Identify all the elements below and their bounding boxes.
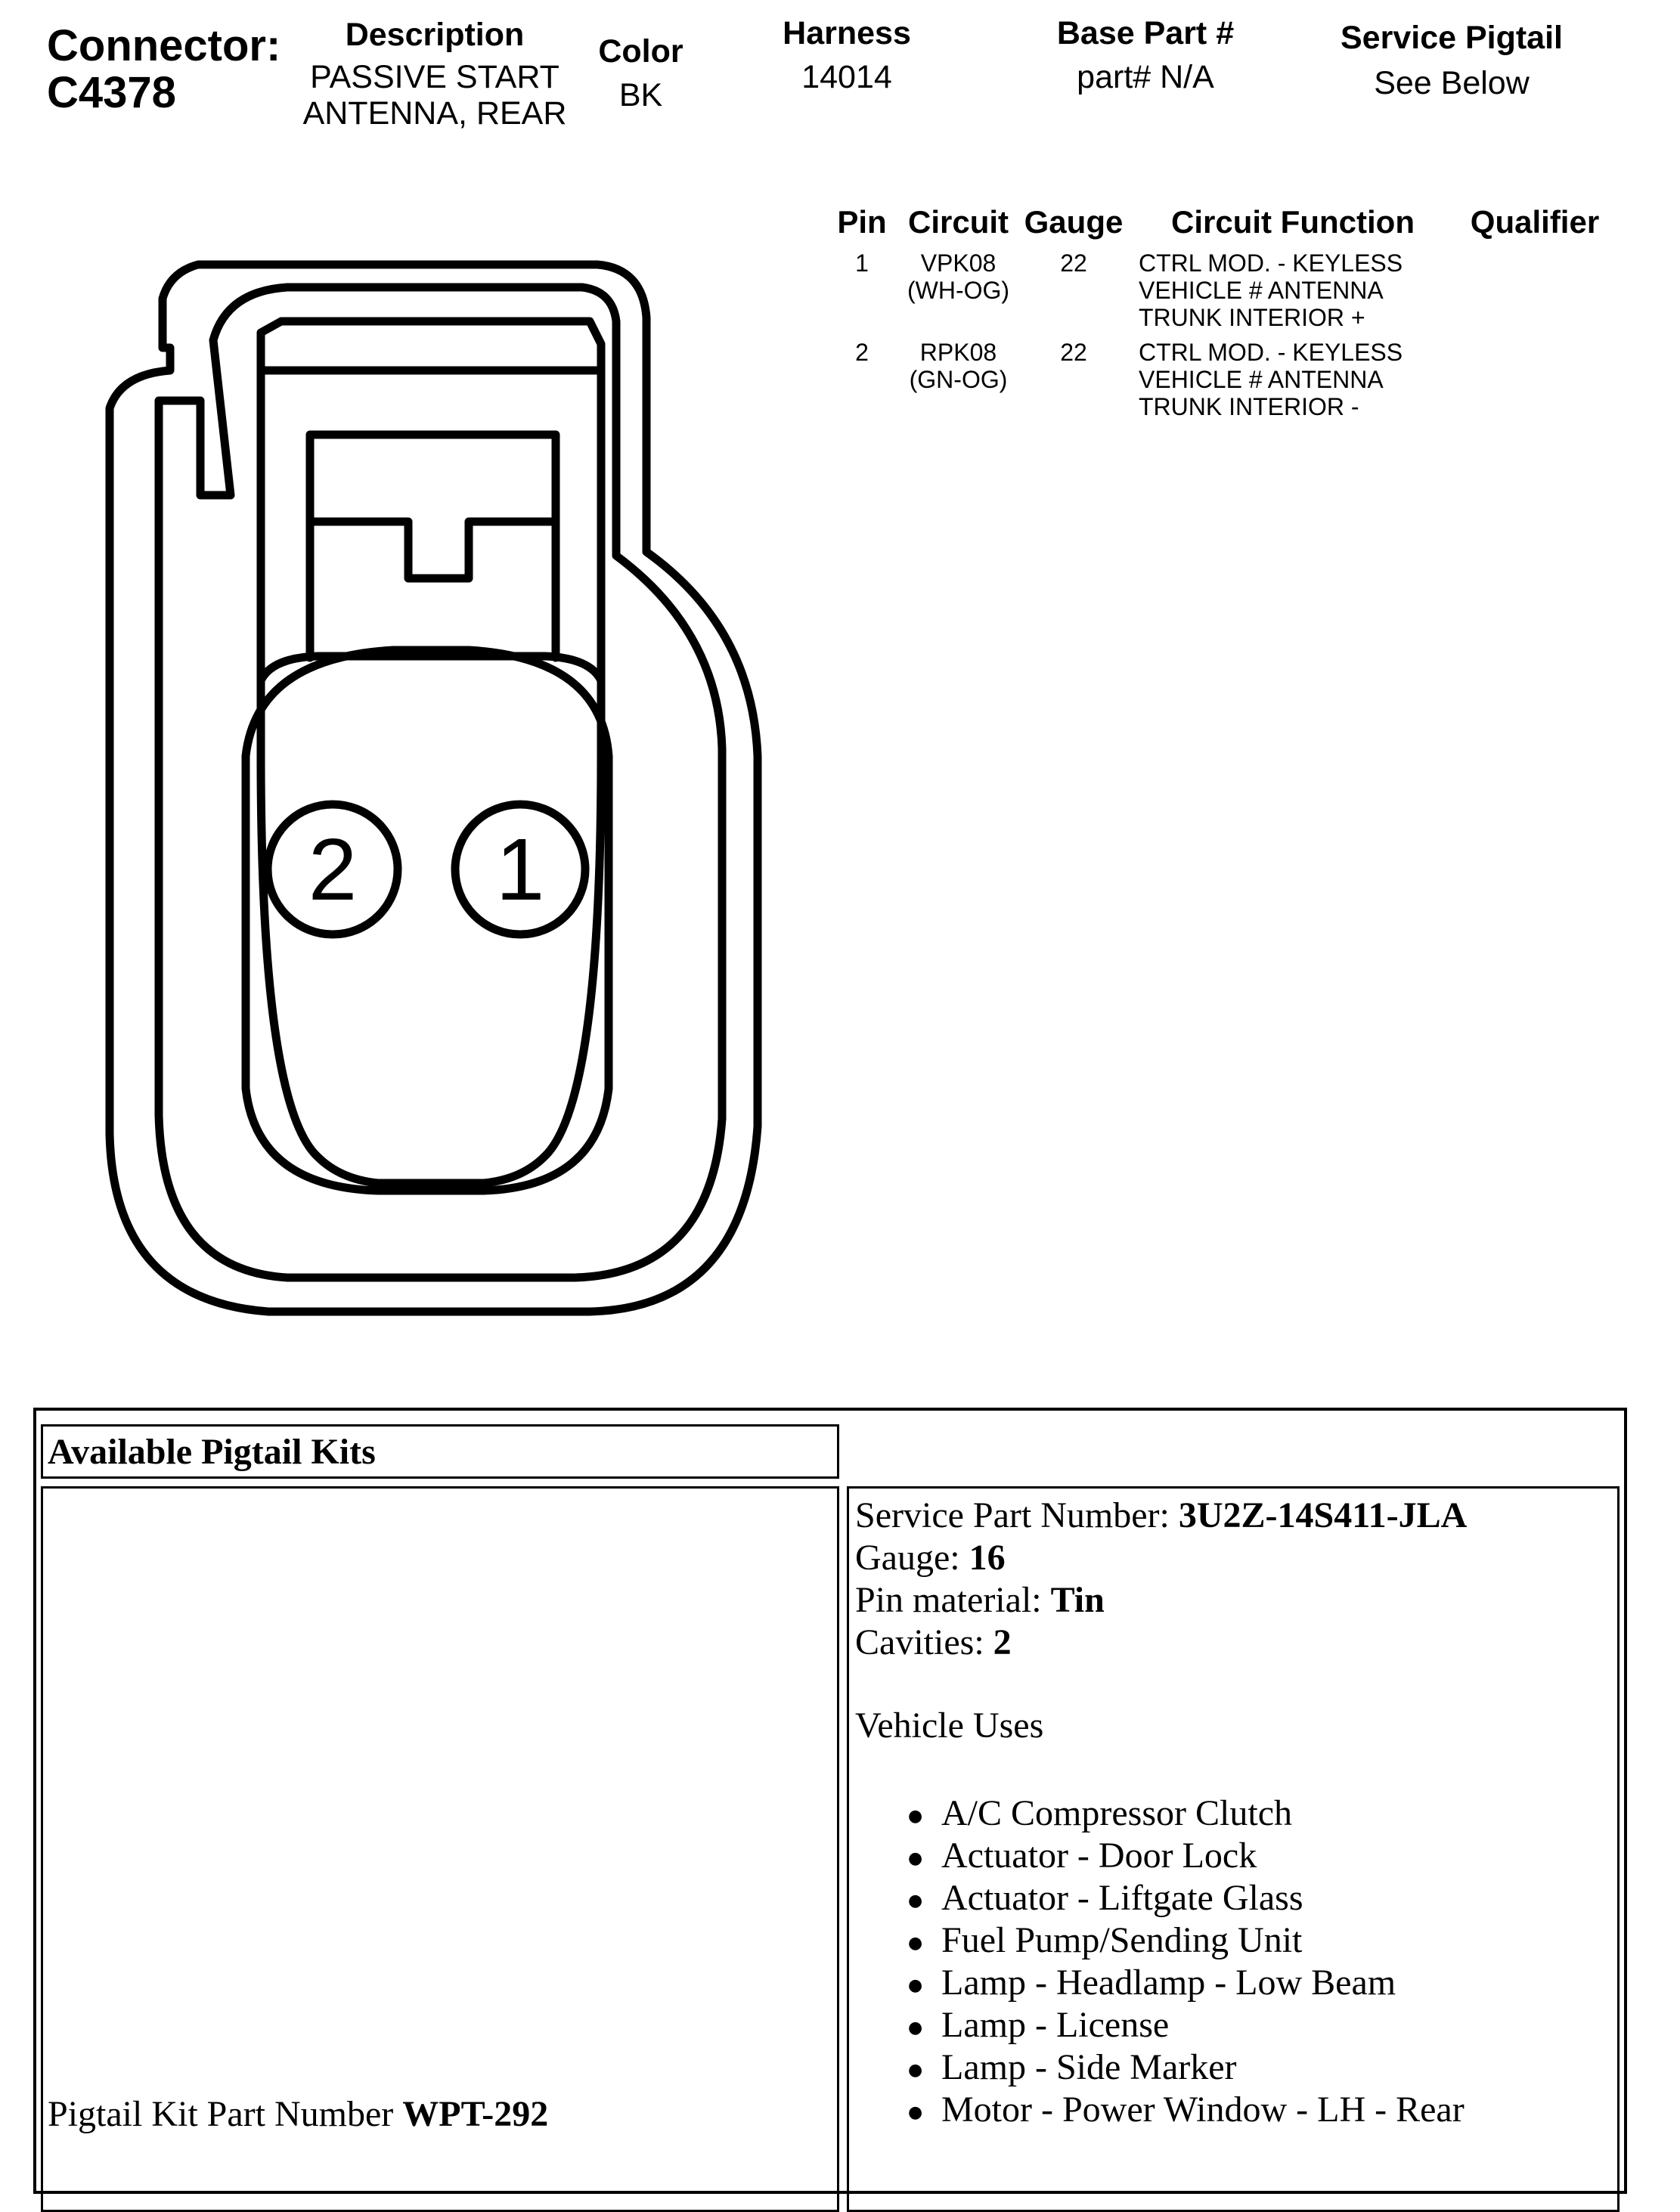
kit-pin-material: Pin material: Tin	[855, 1580, 1105, 1620]
pigtail-kits-title: Available Pigtail Kits	[48, 1432, 376, 1472]
kit-cavities-value: 2	[993, 1622, 1012, 1662]
service-pigtail-value: See Below	[1374, 65, 1530, 101]
circuit-color: (GN-OG)	[909, 366, 1008, 393]
circuit-function-line: TRUNK INTERIOR -	[1139, 393, 1359, 420]
kit-part-number-value: WPT-292	[402, 2094, 549, 2134]
pigtail-kit-part-number: Pigtail Kit Part Number WPT-292	[48, 2094, 549, 2134]
circuit-function-line: VEHICLE # ANTENNA	[1139, 366, 1384, 393]
vehicle-uses-list	[849, 1792, 1465, 2131]
list-item: ● Fuel Pump/Sending Unit	[849, 1919, 1465, 1962]
color-value: BK	[618, 77, 663, 113]
vehicle-uses-heading: Vehicle Uses	[855, 1705, 1044, 1746]
service-pigtail-label: Service Pigtail	[1341, 20, 1563, 56]
kit-gauge-value: 16	[969, 1538, 1006, 1578]
list-item: ● Motor - Power Window - LH - Rear	[849, 2089, 1465, 2131]
kit-cavities: Cavities: 2	[855, 1622, 1012, 1662]
harness-label: Harness	[783, 15, 911, 51]
circuit-function-line: CTRL MOD. - KEYLESS	[1139, 249, 1403, 277]
pin-2-label: 2	[308, 820, 358, 919]
connector-label: Connector:	[47, 21, 281, 70]
circuit-function-line: CTRL MOD. - KEYLESS	[1139, 339, 1403, 366]
circuit-gauge: 22	[1060, 339, 1087, 366]
connector-face-diagram	[0, 0, 832, 1361]
pigtail-kit-image-box	[41, 1486, 839, 2212]
color-label: Color	[598, 33, 683, 70]
description-line-1: PASSIVE START	[310, 59, 559, 95]
housing-outer-outline	[110, 265, 758, 1312]
list-item: ● A/C Compressor Clutch	[849, 1792, 1465, 1835]
qualifier-column-header: Qualifier	[1470, 204, 1600, 240]
connector-id: C4378	[47, 68, 176, 117]
list-item: ● Lamp - Headlamp - Low Beam	[849, 1962, 1465, 2004]
circuit-gauge: 22	[1060, 249, 1087, 277]
latch-notch	[310, 522, 556, 578]
list-item: ● Lamp - Side Marker	[849, 2046, 1465, 2089]
list-item: ● Actuator - Liftgate Glass	[849, 1877, 1465, 1919]
description-label: Description	[345, 17, 525, 53]
circuit-code: VPK08	[920, 249, 997, 277]
pigtail-kits-title-box	[41, 1424, 839, 1479]
pin-column-header: Pin	[837, 204, 887, 240]
base-part-label: Base Part #	[1056, 15, 1235, 51]
service-part-number-value: 3U2Z-14S411-JLA	[1178, 1495, 1468, 1535]
description-line-2: ANTENNA, REAR	[302, 95, 567, 132]
circuit-color: (WH-OG)	[907, 277, 1010, 304]
pin-number: 1	[855, 249, 869, 277]
list-item: ● Lamp - License	[849, 2004, 1465, 2046]
gauge-column-header: Gauge	[1024, 204, 1124, 240]
list-item: ● Actuator - Door Lock	[849, 1835, 1465, 1877]
kit-gauge: Gauge: 16	[855, 1538, 1006, 1578]
pigtail-kit-details-box	[847, 1486, 1620, 2212]
circuit-code: RPK08	[919, 339, 997, 366]
kit-pin-material-value: Tin	[1050, 1580, 1105, 1620]
pin-cavity-body	[261, 656, 601, 1183]
latch-window	[310, 435, 556, 658]
base-part-value: part# N/A	[1077, 59, 1214, 95]
circuit-function-line: VEHICLE # ANTENNA	[1139, 277, 1384, 304]
function-column-header: Circuit Function	[1171, 204, 1415, 240]
harness-value: 14014	[801, 59, 892, 95]
pin-1-label: 1	[495, 820, 545, 919]
circuit-column-header: Circuit	[907, 204, 1009, 240]
service-part-number: Service Part Number: 3U2Z-14S411-JLA	[855, 1495, 1468, 1535]
circuit-function-line: TRUNK INTERIOR +	[1139, 304, 1365, 331]
pin-number: 2	[855, 339, 869, 366]
